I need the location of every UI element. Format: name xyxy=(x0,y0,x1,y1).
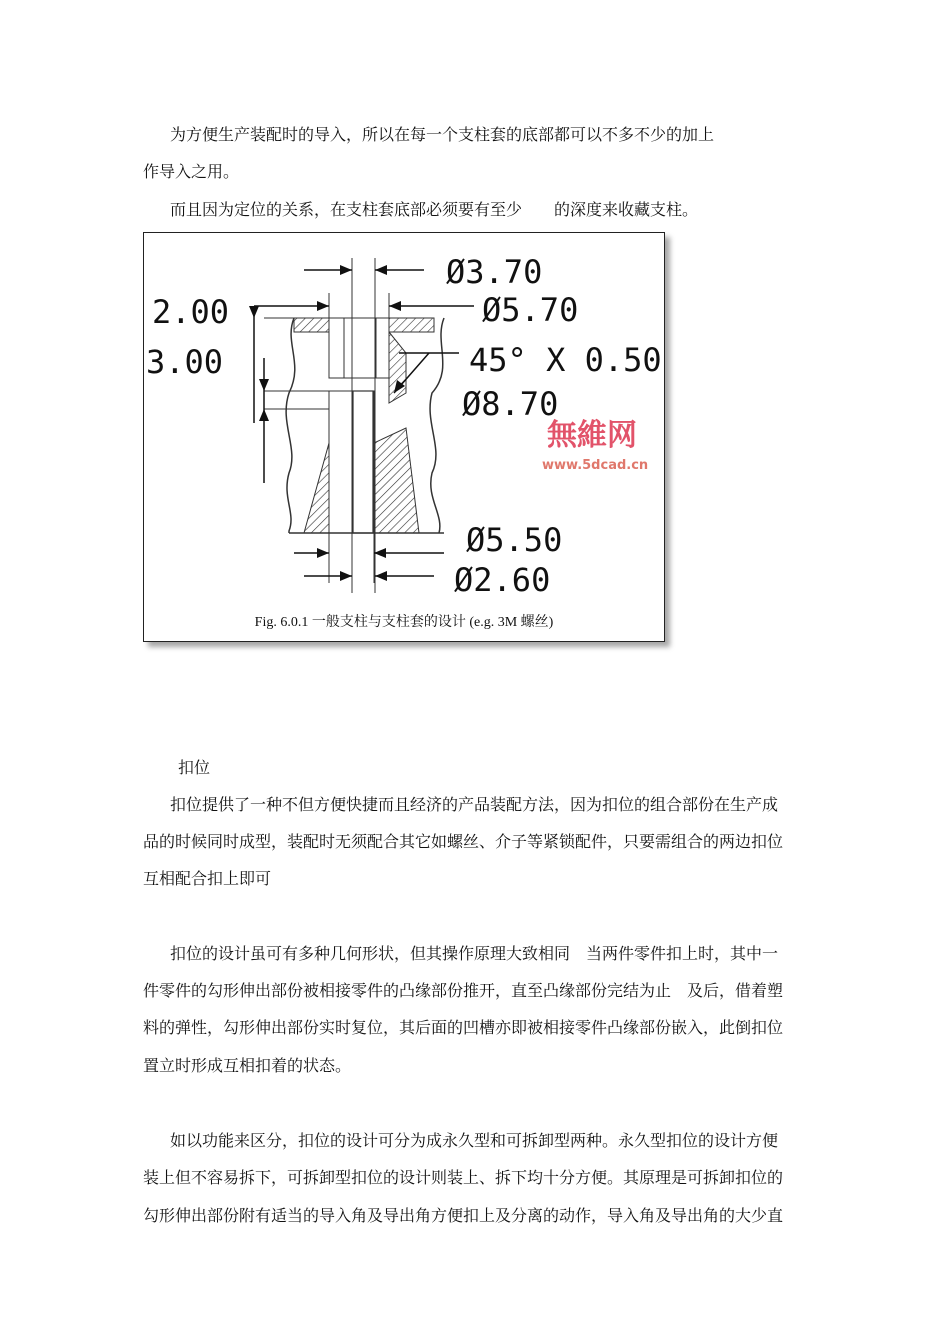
left-break-line xyxy=(286,318,295,533)
watermark-logo: 無維网 xyxy=(547,418,637,453)
figure-caption: Fig. 6.0.1 一般支柱与支柱套的设计 (e.g. 3M 螺丝) xyxy=(254,615,554,630)
watermark-url: www.5dcad.cn xyxy=(542,458,649,473)
p3-line1: 扣位提供了一种不但方便快捷而且经济的产品装配方法，因为扣位的组合部份在生产成 xyxy=(170,795,779,814)
dim-d6: Ø8.70 xyxy=(462,385,559,423)
p4-line4: 置立时形成互相扣着的状态。 xyxy=(143,1056,352,1075)
dim-d7: Ø5.50 xyxy=(466,521,563,559)
p1-line1: 为方便生产装配时的导入，所以在每一个支柱套的底部都可以不多不少的加上 xyxy=(170,125,715,144)
dim-d8: Ø2.60 xyxy=(454,561,551,599)
dim-d2: Ø5.70 xyxy=(482,291,579,329)
technical-drawing xyxy=(144,233,664,641)
figure-post-boss-design xyxy=(143,232,665,642)
p3-line2: 品的时候同时成型，装配时无须配合其它如螺丝、介子等紧锁配件，只要需组合的两边扣位 xyxy=(143,832,784,851)
p5-line2: 装上但不容易拆下，可拆卸型扣位的设计则装上、拆下均十分方便。其原理是可拆卸扣位的 xyxy=(143,1168,784,1187)
dim-d4: 3.00 xyxy=(146,343,224,381)
p5-line3: 勾形伸出部份附有适当的导入角及导出角方便扣上及分离的动作，导入角及导出角的大少直 xyxy=(143,1206,784,1225)
dim-d3: 2.00 xyxy=(152,293,230,331)
p4-line1: 扣位的设计虽可有多种几何形状，但其操作原理大致相同 当两件零件扣上时，其中一 xyxy=(170,944,779,963)
dim-d5: 45° X 0.50 xyxy=(469,341,662,379)
p2-line1: 而且因为定位的关系，在支柱套底部必须要有至少 的深度来收藏支柱。 xyxy=(170,200,699,219)
p3-line3: 互相配合扣上即可 xyxy=(143,869,272,888)
section-heading: 扣位 xyxy=(178,758,211,777)
dim-d1: Ø3.70 xyxy=(446,253,543,291)
p4-line3: 料的弹性，勾形伸出部份实时复位，其后面的凹槽亦即被相接零件凸缘部份嵌入，此倒扣位 xyxy=(143,1018,784,1037)
p1-line2: 作导入之用。 xyxy=(143,162,240,181)
p5-line1: 如以功能来区分，扣位的设计可分为成永久型和可拆卸型两种。永久型扣位的设计方便 xyxy=(170,1131,779,1150)
right-break-line xyxy=(430,318,444,533)
p4-line2: 件零件的勾形伸出部份被相接零件的凸缘部份推开，直至凸缘部份完结为止 及后，借着塑 xyxy=(143,981,784,1000)
